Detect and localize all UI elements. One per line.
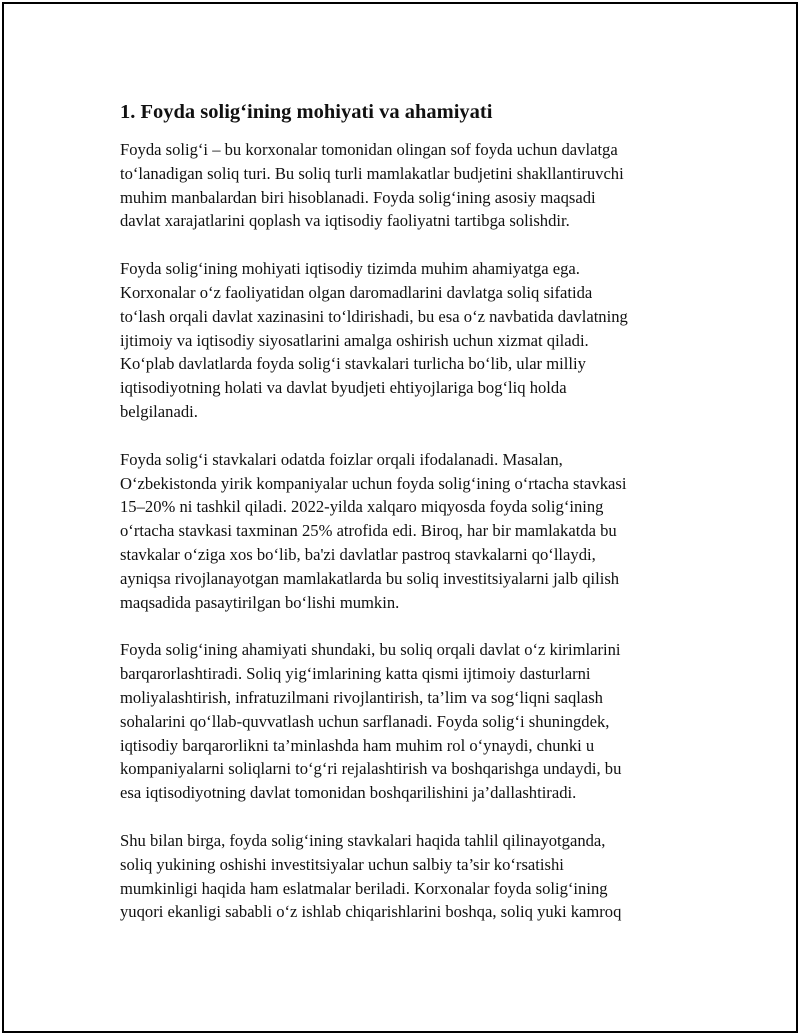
- text-line: soliq yukining oshishi investitsiyalar uchun salbiy ta’sir ko‘rsatishi: [120, 854, 564, 874]
- text-line: kompaniyalarni soliqlarni to‘g‘ri rejalashtirish va boshqarishga undaydi, bu: [120, 759, 622, 779]
- document-page: [2, 2, 798, 1033]
- paragraph-4: [120, 638, 700, 805]
- paragraph-1: [120, 138, 700, 233]
- document-body: [120, 97, 700, 948]
- text-line: to‘lanadigan soliq turi. Bu soliq turli mamlakatlar budjetini shakllantiruvchi: [120, 163, 624, 183]
- text-line: maqsadida pasaytirilgan bo‘lishi mumkin.: [120, 592, 400, 612]
- paragraph-list: [120, 138, 700, 924]
- text-line: Foyda solig‘i stavkalari odatda foizlar orqali ifodalanadi. Masalan,: [120, 449, 563, 469]
- text-line: Ko‘plab davlatlarda foyda solig‘i stavkalari turlicha bo‘lib, ular milliy: [120, 354, 586, 374]
- text-line: mumkinligi haqida ham eslatmalar beriladi. Korxonalar foyda solig‘ining: [120, 878, 608, 898]
- text-line: Shu bilan birga, foyda solig‘ining stavkalari haqida tahlil qilinayotganda,: [120, 830, 606, 850]
- text-line: davlat xarajatlarini qoplash va iqtisodiy faoliyatni tartibga solishdir.: [120, 211, 570, 231]
- text-line: o‘rtacha stavkasi taxminan 25% atrofida edi. Biroq, har bir mamlakatda bu: [120, 521, 617, 541]
- text-line: iqtisodiyotning holati va davlat byudjeti ehtiyojlariga bog‘liq holda: [120, 378, 567, 398]
- paragraph-3: [120, 448, 700, 615]
- text-line: stavkalar o‘ziga xos bo‘lib, ba'zi davlatlar pastroq stavkalarni qo‘llaydi,: [120, 544, 596, 564]
- section-title: 1. Foyda solig‘ining mohiyati va ahamiyati: [120, 101, 493, 123]
- text-line: muhim manbalardan biri hisoblanadi. Foyda solig‘ining asosiy maqsadi: [120, 187, 596, 207]
- text-line: Foyda solig‘i – bu korxonalar tomonidan olingan sof foyda uchun davlatga: [120, 140, 618, 159]
- paragraph-2: [120, 257, 700, 424]
- text-line: belgilanadi.: [120, 401, 198, 421]
- text-line: Foyda solig‘ining mohiyati iqtisodiy tizimda muhim ahamiyatga ega.: [120, 259, 580, 279]
- text-line: ijtimoiy va iqtisodiy siyosatlarini amalga oshirish uchun xizmat qiladi.: [120, 330, 589, 350]
- text-line: Korxonalar o‘z faoliyatidan olgan daromadlarini davlatga soliq sifatida: [120, 282, 593, 302]
- text-line: ayniqsa rivojlanayotgan mamlakatlarda bu soliq investitsiyalarni jalb qilish: [120, 568, 620, 588]
- text-line: moliyalashtirish, infratuzilmani rivojlantirish, ta’lim va sog‘liqni saqlash: [120, 687, 603, 707]
- text-line: sohalarini qo‘llab-quvvatlash uchun sarflanadi. Foyda solig‘i shuningdek,: [120, 711, 610, 731]
- text-line: to‘lash orqali davlat xazinasini to‘ldirishadi, bu esa o‘z navbatida davlatning: [120, 306, 628, 326]
- text-line: esa iqtisodiyotning davlat tomonidan boshqarilishini ja’dallashtiradi.: [120, 783, 577, 803]
- text-line: barqarorlashtiradi. Soliq yig‘imlarining katta qismi ijtimoiy dasturlarni: [120, 664, 591, 684]
- paragraph-5: [120, 829, 700, 924]
- text-line: O‘zbekistonda yirik kompaniyalar uchun foyda solig‘ining o‘rtacha stavkasi: [120, 473, 627, 493]
- text-line: yuqori ekanligi sababli o‘z ishlab chiqarishlarini boshqa, soliq yuki kamroq: [120, 902, 622, 922]
- text-line: iqtisodiy barqarorlikni ta’minlashda ham muhim rol o‘ynaydi, chunki u: [120, 735, 595, 755]
- text-line: 15–20% ni tashkil qiladi. 2022-yilda xalqaro miqyosda foyda solig‘ining: [120, 497, 604, 517]
- text-line: Foyda solig‘ining ahamiyati shundaki, bu soliq orqali davlat o‘z kirimlarini: [120, 640, 621, 660]
